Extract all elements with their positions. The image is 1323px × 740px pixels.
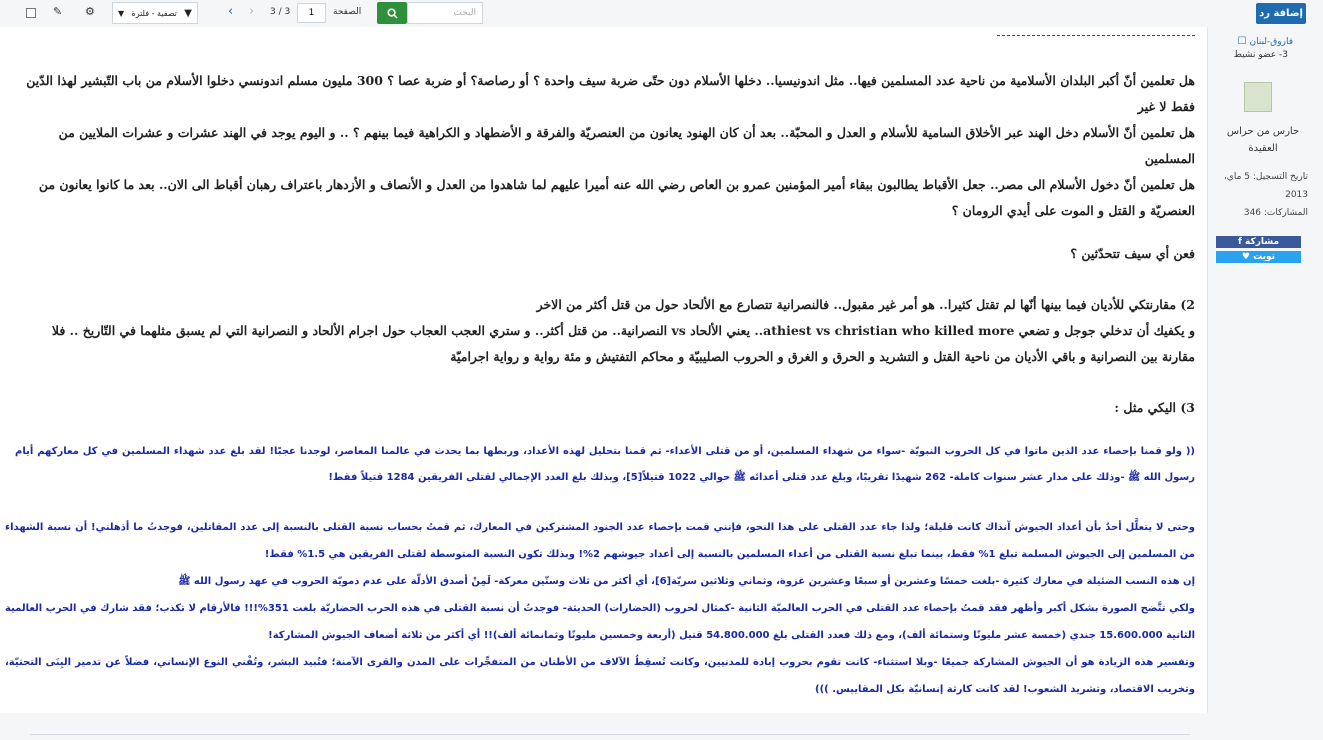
author-name-row[interactable] bbox=[1208, 36, 1318, 47]
paragraph-egypt: هل تعلمين أنّ دخول الأسلام الى مصر.. جعل الأقباط يطالبون ببقاء أمير المؤمنين عمرو بن العاص رضي الله عنه أميرا عليهم لما شاهدوا من العدل و الأنصاف و الأزدهار باعتراف رهبان أقباط الى الان.. بعد ما كانوا يعانون من العنصريّة و القتل و الموت على أيدي الرومان ؟ bbox=[38, 177, 1195, 218]
divider bbox=[997, 35, 1195, 36]
search-icon bbox=[387, 8, 398, 19]
facebook-share-label: مشاركة bbox=[1245, 237, 1280, 247]
filter-label: تصفية - فلترة bbox=[131, 8, 177, 18]
author-panel bbox=[1208, 36, 1318, 218]
twitter-icon: ♥ bbox=[1241, 252, 1254, 262]
edit-icon[interactable]: ✎ bbox=[53, 5, 63, 18]
twitter-share-label: تويت bbox=[1253, 252, 1276, 262]
paragraph-indonesia-india-egypt bbox=[15, 68, 1195, 224]
quote-paragraph-4: وتفسير هذه الزيادة هو أن الجيوش المشاركة جميعًا -وبلا استثناء- كانت تقوم بحروب إبادة للمدنيين، وكانت تُسقِطُ الآلاف من الأطنان من المتفجِّرات على المدن والقرى الآمنة؛ فتُبيد البشر، وتُفْني النوع الإنساني، فضلاً عن تدمير البِنَى التحتيّة، وتخريب الاقتصاد، وتشريد الشعوب! لقد كانت كارثة إنسانيّة بكل المقاييس. ))) bbox=[5, 657, 1195, 695]
quote-block-2 bbox=[5, 514, 1195, 703]
paragraph-question: فعن أي سيف تتحدّثين ؟ bbox=[1070, 246, 1195, 261]
gear-icon[interactable]: ⚙ bbox=[85, 5, 95, 18]
post-content bbox=[0, 27, 1208, 713]
quote-paragraph-1: وحتى لا يتعلَّل أحدٌ بأن أعداد الجيوش آنذاك كانت قليلة؛ ولذا جاء عدد القتلى على هذا النحو، فإنني قمت بإحصاء عدد الجنود المشتركين في المعارك، ثم قمتُ بحساب نسبة القتلى بالنسبة إلى عدد المقاتلين، فوجدتُ ما أذهلني! أن نسبة الشهداء من المسلمين إلى الجيوش المسلمة تبلغ 1% فقط، بينما تبلغ نسبة القتلى من أعداء المسلمين بالنسبة إلى أعداد جيوشهم 2%! وبذلك تكون النسبة المتوسطة لقتلى الفريقين هي 1.5% فقط! bbox=[5, 522, 1195, 560]
author-rank: 3- عضو نشيط bbox=[1233, 50, 1288, 60]
select-checkbox[interactable] bbox=[26, 8, 36, 18]
author-name[interactable]: فاروق-لبنان bbox=[1249, 36, 1293, 47]
facebook-share-button[interactable] bbox=[1216, 236, 1301, 248]
chat-icon[interactable]: ☐ bbox=[1237, 36, 1247, 47]
page-label: الصفحة bbox=[333, 7, 362, 17]
author-meta bbox=[1208, 168, 1308, 222]
add-reply-button[interactable]: إضافة رد bbox=[1256, 3, 1306, 24]
chevron-right-icon[interactable]: › bbox=[249, 4, 255, 19]
page-number-input[interactable]: 1 bbox=[297, 3, 326, 23]
paragraph-comparison-2: و يكفيك أن تدخلي جوجل و تضعي athiest vs christian who killed more.. يعني الألحاد vs النصرانية.. من قتل أكثر.. و ستري العجب العجاب حول اجرام الألحاد و النصرانية التي لم يسبق مثلهما في التّاريخ .. فلا مقارنة بين النصرانية و باقي الأديان من ناحية القتل و التشريد و الحرق و الغرق و الحروب الصليبيّة و محاكم التفتيش و مئة رواية و رواية اجراميّة bbox=[51, 323, 1195, 364]
paragraph-indonesia: هل تعلمين أنّ أكبر البلدان الأسلامية من ناحية عدد المسلمين فيها.. مثل اندونيسيا.. دخلها الأسلام دون حتّى ضربة سيف واحدة ؟ أو رصاصة؟ أو ضربة عصا ؟ 300 مليون مسلم اندونسي دخلوا الأسلام من باب التّبشير لهذا الدّين فقط لا غير bbox=[26, 73, 1195, 114]
page-count: 3 / 3 bbox=[270, 7, 291, 17]
twitter-share-button[interactable] bbox=[1216, 251, 1301, 263]
filter-dropdown[interactable] bbox=[112, 2, 198, 24]
paragraph-comparison bbox=[15, 292, 1195, 370]
bottom-divider bbox=[30, 734, 1190, 740]
quote-block-1: (( ولو قمنا بإحصاء عدد الذين ماتوا في كل الحروب النبويّة -سواء من شهداء المسلمين، أو من قتلى الأعداء- ثم قمنا بتحليل لهذه الأعداد، وربطها بما يحدث في عالمنا المعاصر، لوجدنا عجبًا! لقد بلغ عدد شهداء المسلمين في كل معاركهم أيام رسول الله ﷺ -وذلك على مدار عشر سنوات كاملة- 262 شهيدًا تقريبًا، وبلغ عدد قتلى أعدائه ﷺ حوالي 1022 قتيلاً[5]، وبذلك بلغ العدد الإجمالي لقتلى الفريقين 1284 قتيلاً فقط! bbox=[15, 446, 1195, 483]
post-count: المشاركات: 346 bbox=[1243, 208, 1308, 218]
author-title-line2: العقيدة bbox=[1248, 143, 1278, 154]
quote-paragraph-2: إن هذه النسب الضئيلة في معارك كثيرة -بلغت خمسًا وعشرين أو سبعًا وعشرين غزوة، وثماني وثلاثين سريّة[6]، أي أكثر من ثلاث وستّين معركة- لَمِنْ أصدق الأدلّة على عدم دمويّة الحروب في عهد رسول الله ﷺ bbox=[178, 576, 1195, 587]
quote-paragraph-3: ولكي تتَّضح الصورة بشكل أكبر وأظهر فقد قمتُ بإحصاء عدد القتلى في الحرب العالميّة الثانية -كمثال لحروب (الحضارات) الحديثة- فوجدتُ أن نسبة القتلى في هذه الحرب الحضاريّة بلغت 351%!!! فالأرقام لا تكذب؛ فقد شارك في الحرب العالمية الثانية 15.600.000 جندي (خمسة عشر مليونًا وستمائة ألف)، ومع ذلك فعدد القتلى بلغ 54.800.000 قتيل (أربعة وخمسين مليونًا وثمانمائة ألف)!! أي أكثر من ثلاثة أضعاف الجيوش المشاركة! bbox=[5, 603, 1195, 641]
chevron-left-icon[interactable]: ‹ bbox=[228, 4, 234, 19]
author-title-line1: حارس من حراس bbox=[1226, 126, 1300, 137]
author-title bbox=[1208, 123, 1318, 157]
toolbar bbox=[0, 0, 1323, 27]
search-input[interactable]: البحث bbox=[407, 2, 483, 24]
paragraph-india: هل تعلمين أنّ الأسلام دخل الهند عبر الأخلاق السامية للأسلام و العدل و المحبّة.. بعد أن كان الهنود يعانون من العنصريّة والفرقة و الأضطهاد و الكراهية فيما بينهم ؟ .. و اليوم يوجد في الهند عشرات و عشرات الملايين من المسلمين bbox=[58, 125, 1195, 166]
filter-icon: ▼ bbox=[184, 7, 192, 19]
join-date: تاريخ التسجيل: 5 ماي، 2013 bbox=[1223, 172, 1308, 200]
avatar[interactable] bbox=[1244, 82, 1272, 112]
paragraph-example-heading: 3) اليكي مثل : bbox=[1114, 400, 1195, 415]
facebook-icon: f bbox=[1237, 237, 1246, 247]
chevron-down-icon: ▼ bbox=[118, 8, 125, 18]
paragraph-comparison-1: 2) مقارنتكي للأديان فيما بينها أنّها لم تقتل كثيرا.. هو أمر غير مقبول.. فالنصرانية تتصارع مع الألحاد حول من قتل أكثر من الاخر bbox=[536, 297, 1195, 312]
search-button[interactable] bbox=[377, 2, 407, 24]
